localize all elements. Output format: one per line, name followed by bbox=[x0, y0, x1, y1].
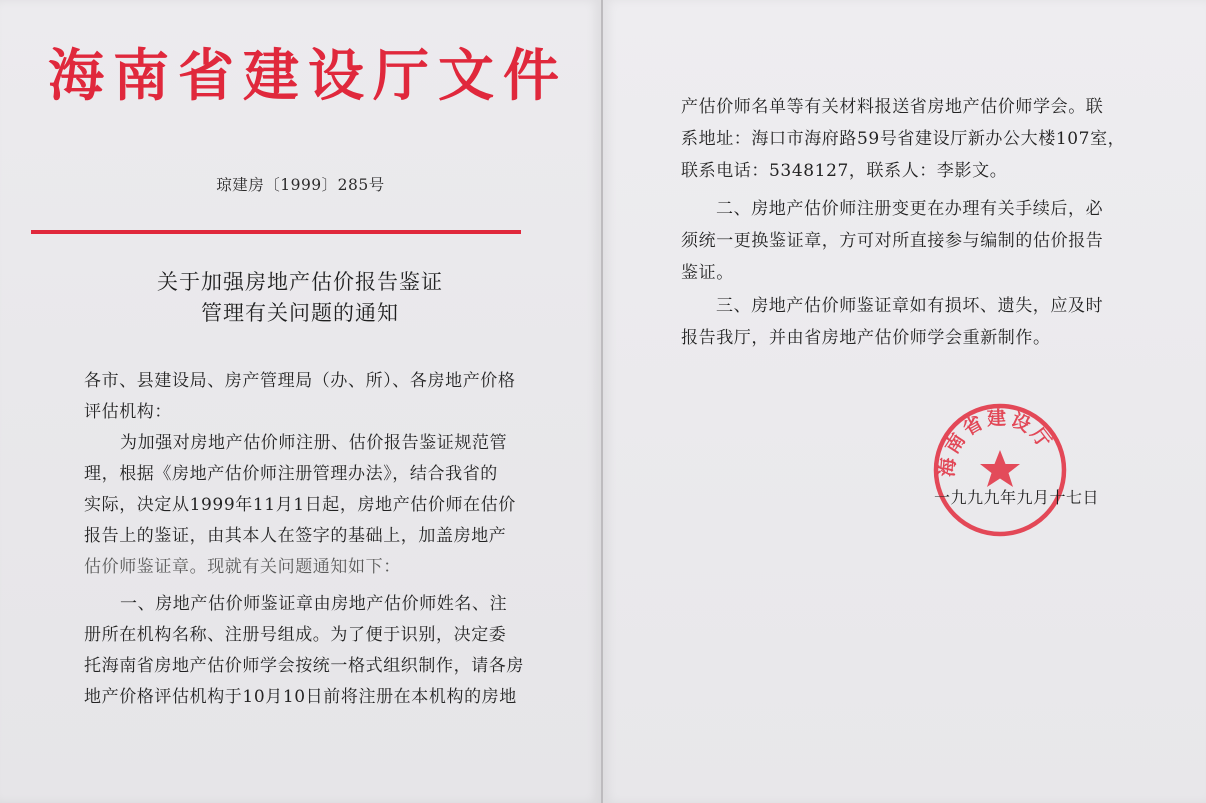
body-line: 鉴证。 bbox=[681, 263, 734, 283]
body-line: 产估价师名单等有关材料报送省房地产估价师学会。联 bbox=[681, 97, 1104, 117]
body-line: 实际，决定从1999年11月1日起，房地产估价师在估价 bbox=[84, 495, 516, 515]
document-date: 一九九九年九月十七日 bbox=[934, 488, 1100, 507]
body-line: 理，根据《房地产估价师注册管理办法》，结合我省的 bbox=[84, 464, 498, 484]
svg-text:海南省建设厅: 海南省建设厅 bbox=[936, 407, 1057, 478]
body-line: 报告我厅，并由省房地产估价师学会重新制作。 bbox=[681, 328, 1051, 348]
body-line: 一、房地产估价师鉴证章由房地产估价师姓名、注 bbox=[120, 594, 508, 614]
document-page-right bbox=[603, 0, 1206, 803]
document-page-left bbox=[0, 0, 601, 803]
notice-title-line-1: 关于加强房地产估价报告鉴证 bbox=[157, 270, 443, 294]
star-icon bbox=[980, 450, 1020, 487]
document-header-title: 海南省建设厅文件 bbox=[48, 43, 568, 109]
body-line: 系地址：海口市海府路59号省建设厅新办公大楼107室， bbox=[681, 129, 1126, 149]
body-line: 评估机构： bbox=[84, 402, 172, 422]
official-seal-stamp bbox=[932, 402, 1068, 538]
body-line: 须统一更换鉴证章，方可对所直接参与编制的估价报告 bbox=[681, 231, 1104, 251]
body-line: 三、房地产估价师鉴证章如有损坏、遗失，应及时 bbox=[716, 296, 1104, 316]
body-line: 报告上的鉴证，由其本人在签字的基础上，加盖房地产 bbox=[84, 526, 507, 546]
document-number: 琼建房〔1999〕285号 bbox=[216, 176, 385, 194]
body-line: 各市、县建设局、房产管理局（办、所）、各房地产价格 bbox=[84, 371, 516, 391]
body-line: 托海南省房地产估价师学会按统一格式组织制作，请各房 bbox=[84, 656, 524, 676]
body-line: 联系电话：5348127，联系人：李影文。 bbox=[681, 161, 1008, 181]
body-line: 地产价格评估机构于10月10日前将注册在本机构的房地 bbox=[84, 687, 517, 707]
body-line: 二、房地产估价师注册变更在办理有关手续后，必 bbox=[716, 199, 1104, 219]
body-line: 估价师鉴证章。现就有关问题通知如下： bbox=[84, 557, 401, 577]
body-line: 册所在机构名称、注册号组成。为了便于识别，决定委 bbox=[84, 625, 507, 645]
body-line: 为加强对房地产估价师注册、估价报告鉴证规范管 bbox=[120, 433, 508, 453]
notice-title-line-2: 管理有关问题的通知 bbox=[201, 301, 399, 325]
red-divider-rule bbox=[31, 230, 521, 234]
